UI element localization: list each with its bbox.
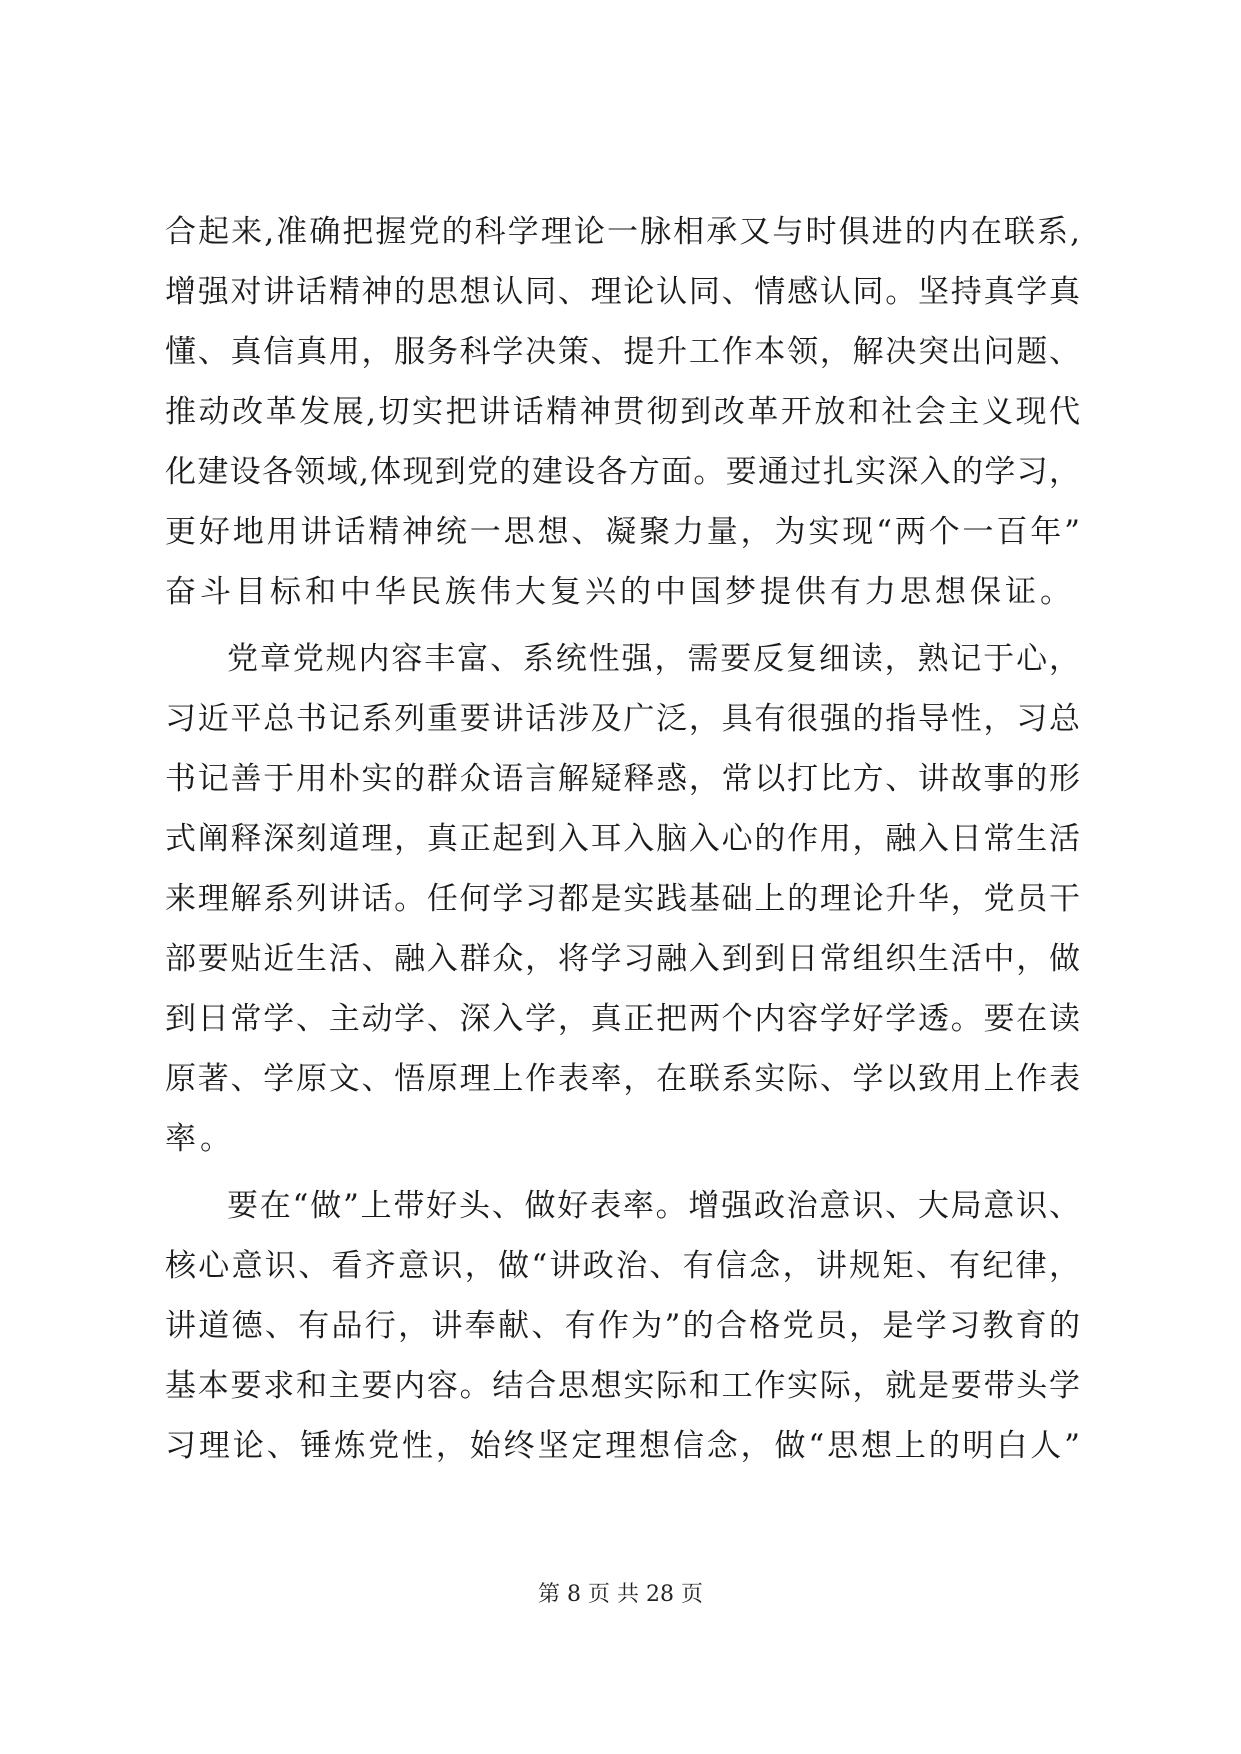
paragraph-2-line-7: 到日常学、主动学、深入学，真正把两个内容学好学透。要在读: [165, 1001, 1080, 1037]
paragraph-3-line-3: 讲道德、有品行，讲奉献、有作为”的合格党员，是学习教育的: [165, 1308, 1080, 1344]
paragraph-1-line-1: 合起来,准确把握党的科学理论一脉相承又与时俱进的内在联系,: [165, 214, 1080, 250]
paragraph-2-line-9: 率。: [165, 1121, 235, 1157]
paragraph-1-line-5: 化建设各领域,体现到党的建设各方面。要通过扎实深入的学习，: [165, 454, 1080, 490]
paragraph-3-line-2: 核心意识、看齐意识，做“讲政治、有信念，讲规矩、有纪律，: [165, 1248, 1080, 1284]
paragraph-2-line-2: 习近平总书记系列重要讲话涉及广泛，具有很强的指导性，习总: [165, 701, 1080, 737]
paragraph-1-line-2: 增强对讲话精神的思想认同、理论认同、情感认同。坚持真学真: [165, 274, 1080, 310]
paragraph-1-line-6: 更好地用讲话精神统一思想、凝聚力量，为实现“两个一百年”: [165, 514, 1080, 550]
paragraph-1-line-7: 奋斗目标和中华民族伟大复兴的中国梦提供有力思想保证。: [165, 574, 1075, 610]
paragraph-1-line-3: 懂、真信真用，服务科学决策、提升工作本领，解决突出问题、: [165, 334, 1080, 370]
paragraph-2-line-6: 部要贴近生活、融入群众，将学习融入到到日常组织生活中，做: [165, 941, 1080, 977]
paragraph-2-line-3: 书记善于用朴实的群众语言解疑释惑，常以打比方、讲故事的形: [165, 761, 1080, 797]
paragraph-2-line-4: 式阐释深刻道理，真正起到入耳入脑入心的作用，融入日常生活: [165, 821, 1080, 857]
page-number-footer: 第 8 页 共 28 页: [538, 1582, 703, 1607]
paragraph-1-line-4: 推动改革发展,切实把讲话精神贯彻到改革开放和社会主义现代: [165, 394, 1080, 430]
paragraph-2-line-1: 党章党规内容丰富、系统性强，需要反复细读，熟记于心，: [227, 641, 1080, 677]
paragraph-3-line-5: 习理论、锤炼党性，始终坚定理想信念，做“思想上的明白人”: [165, 1428, 1080, 1464]
paragraph-3-line-4: 基本要求和主要内容。结合思想实际和工作实际，就是要带头学: [165, 1368, 1080, 1404]
paragraph-2-line-8: 原著、学原文、悟原理上作表率，在联系实际、学以致用上作表: [165, 1061, 1080, 1097]
paragraph-2-line-5: 来理解系列讲话。任何学习都是实践基础上的理论升华，党员干: [165, 881, 1080, 917]
paragraph-3-line-1: 要在“做”上带好头、做好表率。增强政治意识、大局意识、: [227, 1188, 1080, 1224]
